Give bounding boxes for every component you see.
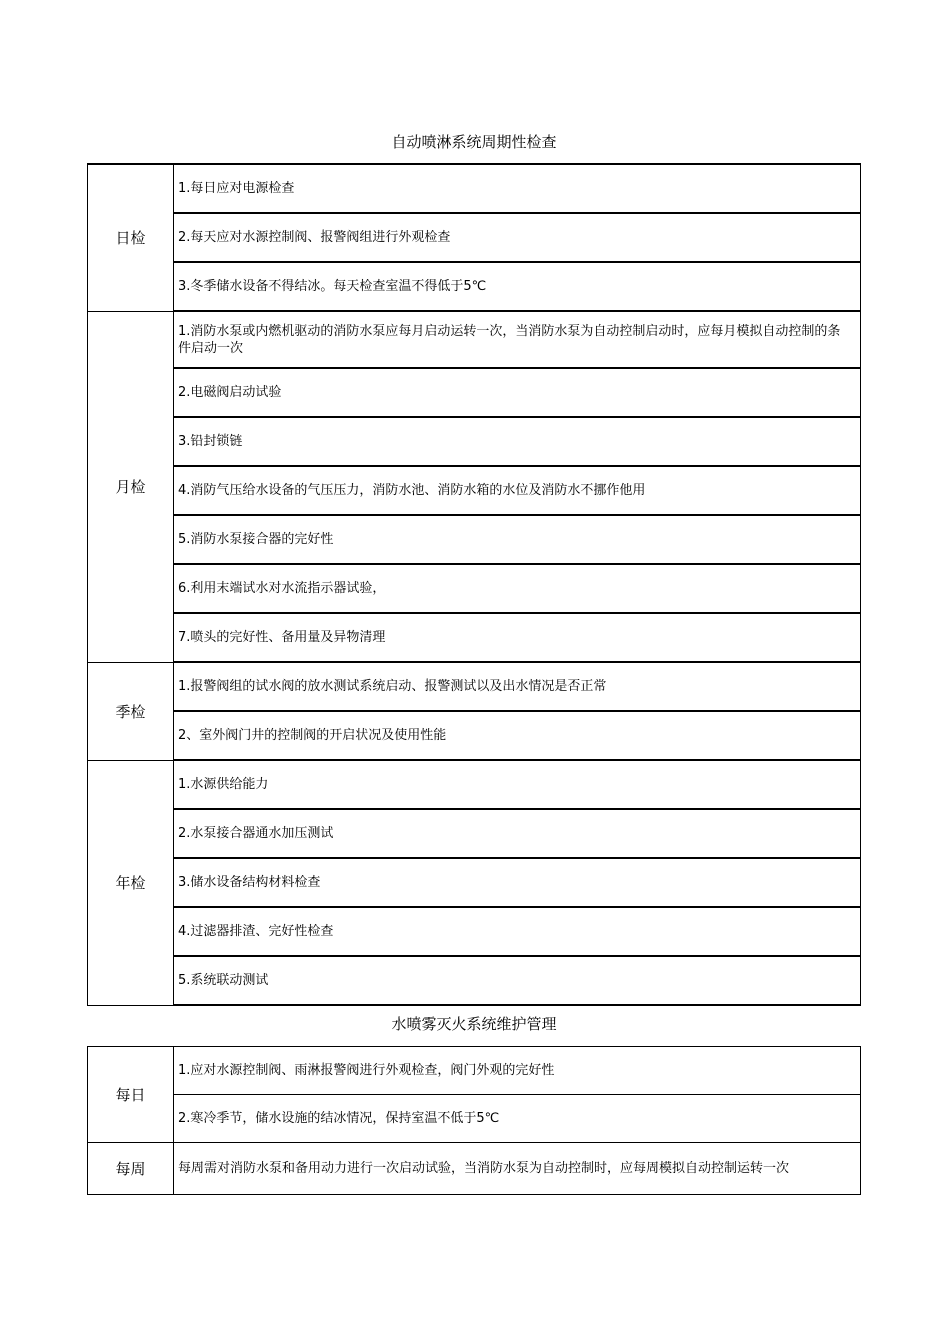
every-day-item-2: 2.寒冷季节，储水设施的结冰情况，保持室温不低于5℃ (174, 1095, 861, 1143)
table-row (88, 1143, 861, 1195)
category-quarterly: 季检 (88, 662, 174, 760)
table-row (88, 164, 861, 213)
water-mist-maintenance-table (87, 1046, 861, 1195)
table-row (88, 515, 861, 564)
daily-item-1: 1.每日应对电源检查 (174, 164, 861, 213)
monthly-item-5: 5.消防水泵接合器的完好性 (174, 515, 861, 564)
table-row (88, 1047, 861, 1095)
yearly-item-2: 2.水泵接合器通水加压测试 (174, 809, 861, 858)
sprinkler-table-title: 自动喷淋系统周期性检查 (391, 133, 557, 151)
every-day-item-1: 1.应对水源控制阀、雨淋报警阀进行外观检查，阀门外观的完好性 (174, 1047, 861, 1095)
table-row (88, 809, 861, 858)
table-row (88, 368, 861, 417)
table-row (88, 564, 861, 613)
quarterly-item-1: 1.报警阀组的试水阀的放水测试系统启动、报警测试以及出水情况是否正常 (174, 662, 861, 711)
category-daily: 日检 (88, 164, 174, 311)
monthly-item-4: 4.消防气压给水设备的气压压力，消防水池、消防水箱的水位及消防水不挪作他用 (174, 466, 861, 515)
category-monthly: 月检 (88, 311, 174, 662)
yearly-item-4: 4.过滤器排渣、完好性检查 (174, 907, 861, 956)
table-row (88, 711, 861, 760)
monthly-item-6: 6.利用末端试水对水流指示器试验， (174, 564, 861, 613)
daily-item-3: 3.冬季储水设备不得结冰。每天检查室温不得低于5℃ (174, 262, 861, 311)
table-row (88, 417, 861, 466)
monthly-item-2: 2.电磁阀启动试验 (174, 368, 861, 417)
table-row (88, 311, 861, 368)
monthly-item-3: 3.铅封锁链 (174, 417, 861, 466)
table-row (88, 662, 861, 711)
table-row (88, 1095, 861, 1143)
every-week-item-1: 每周需对消防水泵和备用动力进行一次启动试验，当消防水泵为自动控制时，应每周模拟自动控制运转一次 (174, 1143, 861, 1195)
monthly-item-7: 7.喷头的完好性、备用量及异物清理 (174, 613, 861, 662)
table-row (88, 262, 861, 311)
quarterly-item-2: 2、室外阀门井的控制阀的开启状况及使用性能 (174, 711, 861, 760)
table-row (88, 956, 861, 1005)
category-every-day: 每日 (88, 1047, 174, 1143)
table-row (88, 466, 861, 515)
water-mist-table-title: 水喷雾灭火系统维护管理 (391, 1015, 557, 1033)
daily-item-2: 2.每天应对水源控制阀、报警阀组进行外观检查 (174, 213, 861, 262)
yearly-item-5: 5.系统联动测试 (174, 956, 861, 1005)
category-yearly: 年检 (88, 760, 174, 1005)
table-row (88, 213, 861, 262)
sprinkler-inspection-table (87, 163, 861, 1006)
table-row (88, 858, 861, 907)
monthly-item-1: 1.消防水泵或内燃机驱动的消防水泵应每月启动运转一次，当消防水泵为自动控制启动时，应每月模拟自动控制的条件启动一次 (174, 311, 861, 368)
table-row (88, 613, 861, 662)
table-row (88, 760, 861, 809)
yearly-item-1: 1.水源供给能力 (174, 760, 861, 809)
category-every-week: 每周 (88, 1143, 174, 1195)
table-row (88, 907, 861, 956)
yearly-item-3: 3.储水设备结构材料检查 (174, 858, 861, 907)
